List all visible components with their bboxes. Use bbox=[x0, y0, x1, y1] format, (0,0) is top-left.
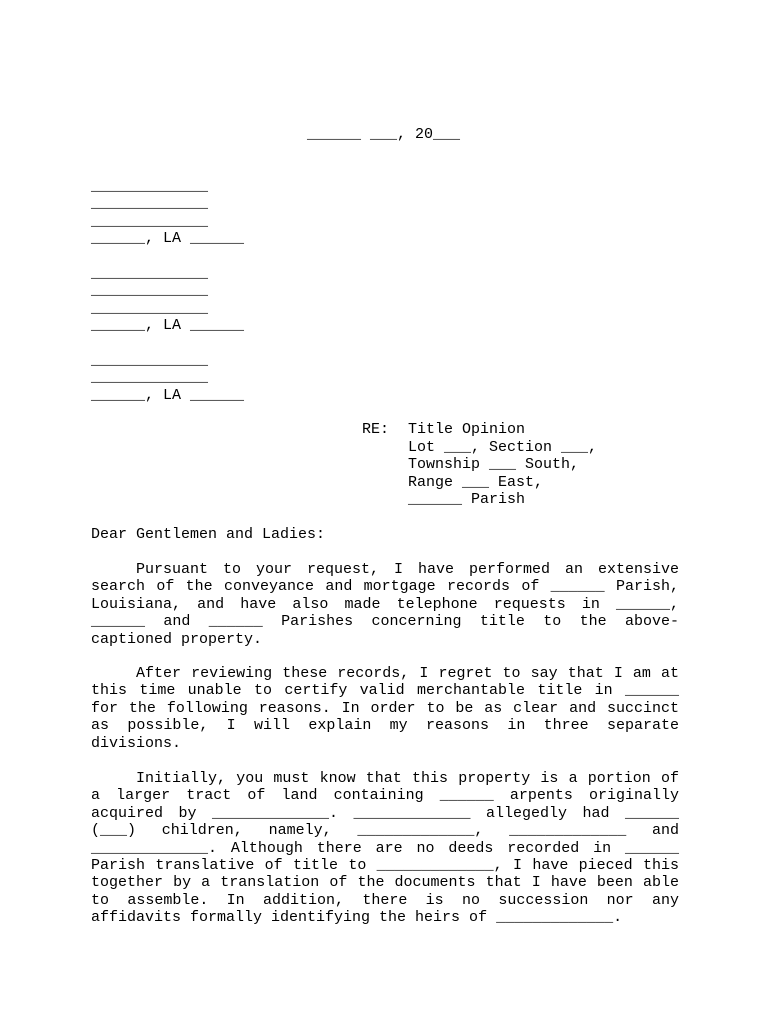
re-subject-line: ______ Parish bbox=[408, 491, 526, 508]
body-paragraph-3 bbox=[91, 770, 679, 927]
paragraph-line: this time unable to certify valid merchantable title in ______ bbox=[91, 682, 679, 700]
paragraph-line: Initially, you must know that this property is a portion of bbox=[136, 770, 679, 787]
paragraph-line: captioned property. bbox=[91, 630, 263, 648]
paragraph-line: _____________. Although there are no deeds recorded in ______ bbox=[91, 839, 679, 857]
paragraph-line: Pursuant to your request, I have performed an extensive bbox=[136, 561, 679, 578]
address-city-line: ______, LA ______ bbox=[91, 387, 245, 404]
paragraph-line: divisions. bbox=[91, 734, 182, 752]
paragraph-line: acquired by _____________. _____________ allegedly had ______ bbox=[91, 804, 679, 822]
paragraph-line: ______ and ______ Parishes concerning title to the above- bbox=[91, 613, 679, 631]
re-subject-line: Title Opinion bbox=[408, 421, 526, 438]
address-line: _____________ bbox=[91, 213, 209, 230]
address-city-line: ______, LA ______ bbox=[91, 317, 245, 334]
address-line: _____________ bbox=[91, 300, 209, 317]
paragraph-line: Parish translative of title to _____________, I have pieced this bbox=[91, 857, 679, 875]
re-subject-line: Range ___ East, bbox=[408, 474, 544, 491]
re-subject-line: Township ___ South, bbox=[408, 456, 580, 473]
paragraph-line: (___) children, namely, _____________, _____________ and bbox=[91, 822, 679, 840]
address-line: _____________ bbox=[91, 265, 209, 282]
re-label: RE: bbox=[362, 421, 390, 438]
paragraph-line: together by a translation of the documents that I have been able bbox=[91, 874, 679, 892]
address-line: _____________ bbox=[91, 195, 209, 212]
date-line: ______ ___, 20___ bbox=[307, 126, 461, 143]
paragraph-line: to assemble. In addition, there is no succession nor any bbox=[91, 891, 679, 909]
address-line: _____________ bbox=[91, 352, 209, 369]
address-line: _____________ bbox=[91, 369, 209, 386]
address-line: _____________ bbox=[91, 178, 209, 195]
body-paragraph-1 bbox=[91, 561, 679, 648]
body-paragraph-2 bbox=[91, 665, 679, 752]
re-subject-line: Lot ___, Section ___, bbox=[408, 439, 598, 456]
salutation: Dear Gentlemen and Ladies: bbox=[91, 526, 326, 543]
paragraph-line: for the following reasons. In order to be as clear and succinct bbox=[91, 699, 679, 717]
paragraph-line: search of the conveyance and mortgage records of ______ Parish, bbox=[91, 578, 679, 596]
paragraph-line: Louisiana, and have also made telephone requests in ______, bbox=[91, 595, 679, 613]
address-city-line: ______, LA ______ bbox=[91, 230, 245, 247]
address-line: _____________ bbox=[91, 282, 209, 299]
paragraph-line: as possible, I will explain my reasons in three separate bbox=[91, 717, 679, 735]
paragraph-line: After reviewing these records, I regret to say that I am at bbox=[136, 665, 679, 682]
paragraph-line: a larger tract of land containing ______ arpents originally bbox=[91, 787, 679, 805]
paragraph-line: affidavits formally identifying the heirs of _____________. bbox=[91, 909, 623, 927]
